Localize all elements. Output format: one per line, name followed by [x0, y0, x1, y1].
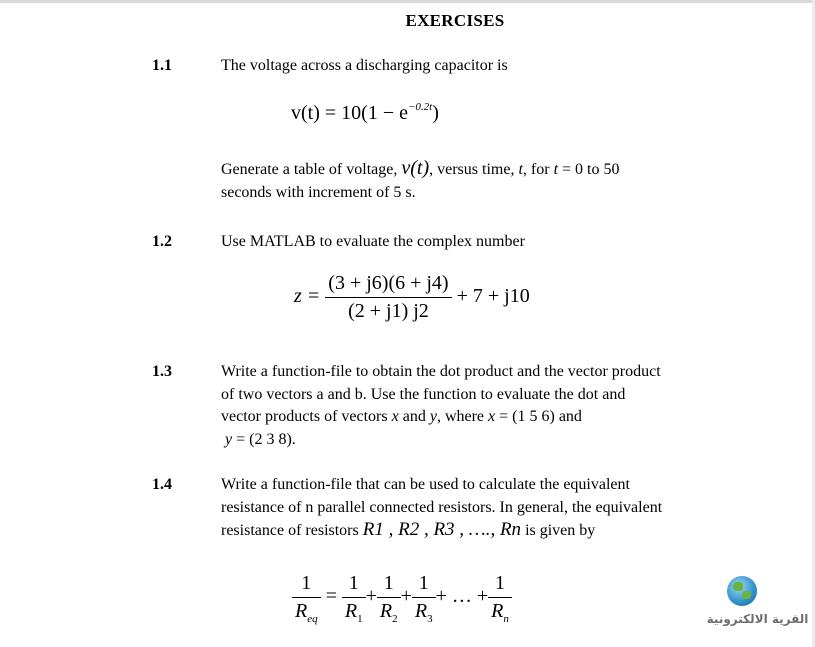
- equation-voltage: [291, 102, 439, 125]
- exercise-number: 1.2: [152, 233, 172, 250]
- top-border: [0, 0, 815, 3]
- equation-complex: z = $\frac{(3 + j6)(6 + j4)}{(2 + j1) j2}$ + 7 + j10: [294, 272, 530, 322]
- equation-end: ): [432, 102, 439, 124]
- exercise-number: 1.3: [152, 363, 172, 380]
- equation-lhs: v(t) = 10(1 − e: [291, 102, 408, 124]
- page-title: EXERCISES: [405, 11, 505, 30]
- exercise-text: Write a function-file that can be used to calculate the equivalent resistance of n parallel connected resistors. In general, the equivalent resistance of resistors R1 , R2 , R3 , …., Rn is given by: [221, 476, 663, 540]
- site-logo: [705, 572, 810, 637]
- exercise-number: 1.1: [152, 57, 172, 74]
- exercise-text: Generate a table of voltage, v(t), versus time, t, for t = 0 to 50 seconds with increment of 5 s.: [221, 157, 620, 201]
- exercise-text: Use MATLAB to evaluate the complex number: [221, 233, 525, 250]
- logo-text: القرية الالكترونية: [706, 612, 809, 626]
- exercise-text: The voltage across a discharging capacitor is: [221, 57, 508, 74]
- exercise-text: Write a function-file to obtain the dot product and the vector product of two vectors a and b. Use the function to evaluate the dot and vector products of vectors x and y, where x = (1 5 6) and y = (2 3 8).: [221, 363, 661, 448]
- globe-icon: [727, 576, 757, 606]
- exercise-number: 1.4: [152, 476, 172, 493]
- equation-resistance: $\frac{1}{R_{eq}}$ = $\frac{1}{R_1}$ + $\frac{1}{R_2}$ + $\frac{1}{R_3}$ + … + $\frac{1}{R_n}$: [292, 572, 512, 623]
- equation-fraction: $\frac{(3 + j6)(6 + j4)}{(2 + j1) j2}$: [325, 272, 451, 323]
- equation-exponent: −0.2t: [407, 101, 433, 113]
